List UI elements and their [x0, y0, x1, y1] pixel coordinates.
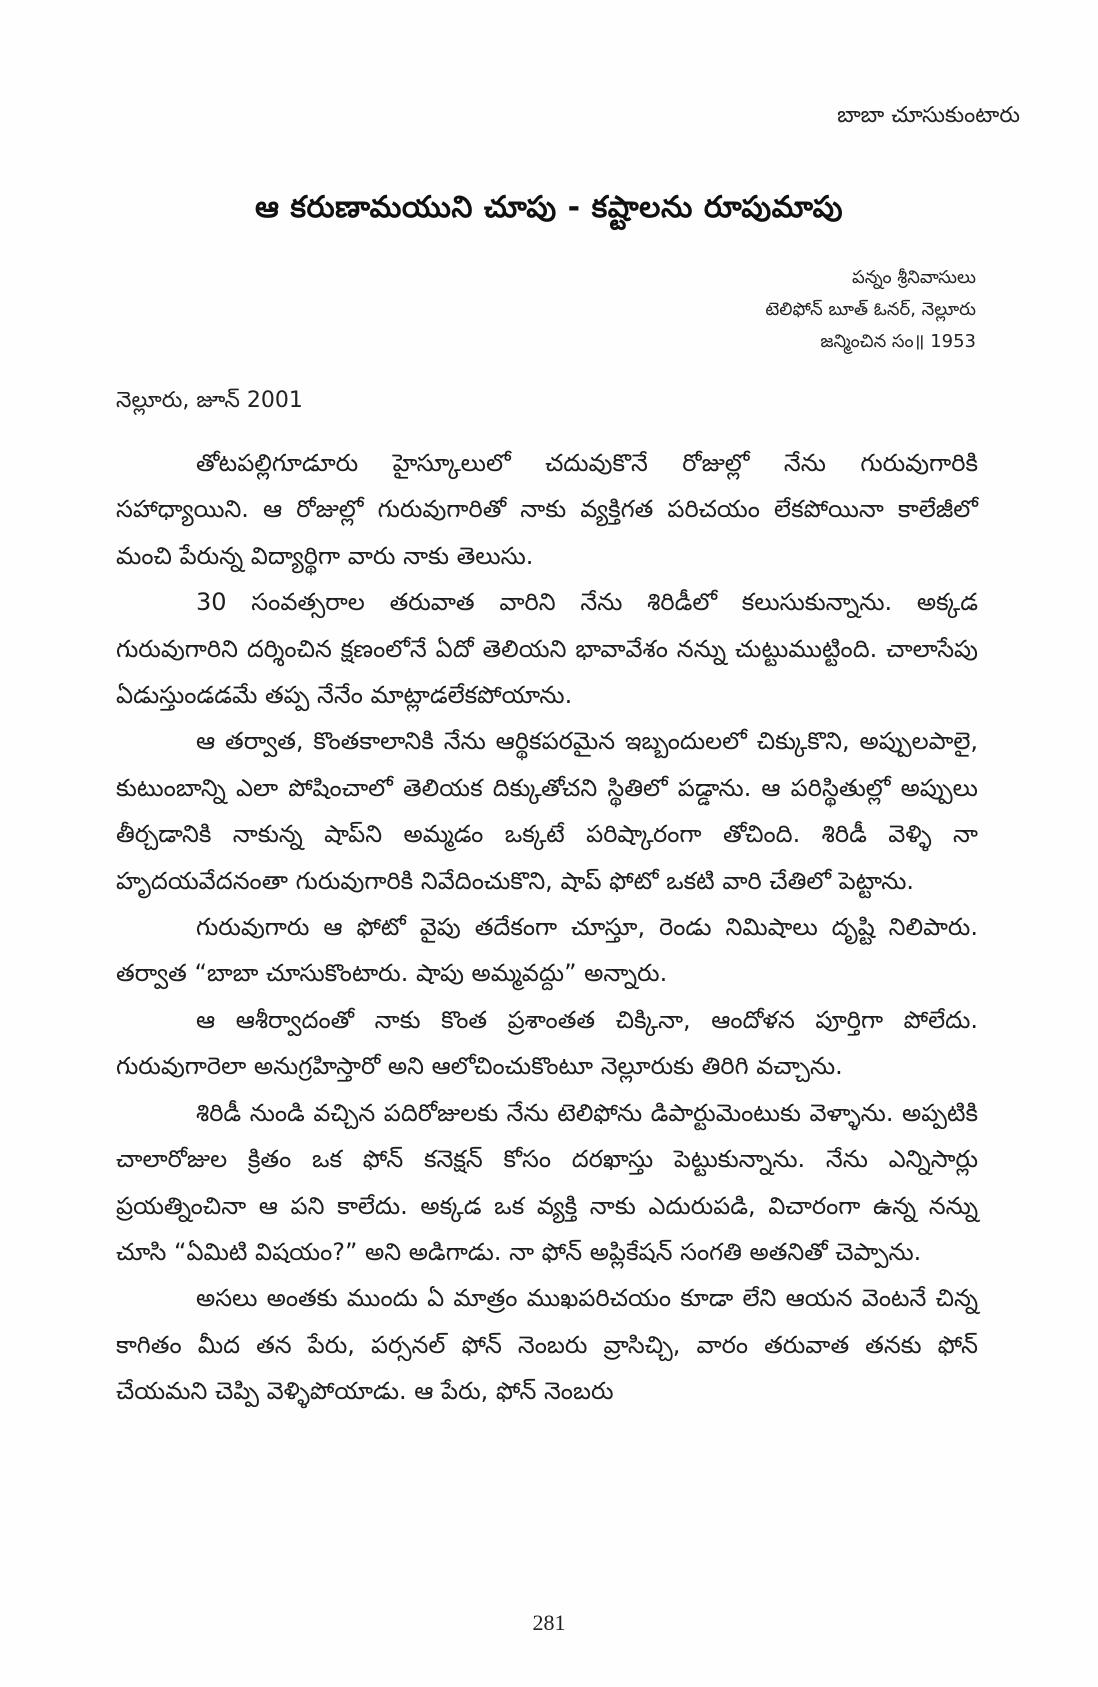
paragraph: గురువుగారు ఆ ఫోటో వైపు తదేకంగా చూస్తూ, రెండు నిమిషాలు దృష్టి నిలిపారు. తర్వాత “బాబా చూసుకొంటారు. షాపు అమ్మవద్దు” అన్నారు.	[116, 913, 978, 988]
article-body	[116, 440, 978, 1415]
running-header: బాబా చూసుకుంటారు	[837, 103, 1020, 128]
author-name: పన్నం శ్రీనివాసులు	[851, 267, 976, 288]
paragraph: శిరిడీ నుండి వచ్చిన పదిరోజులకు నేను టెలిఫోను డిపార్టుమెంటుకు వెళ్ళాను. అప్పటికి చాలారోజుల క్రితం ఒక ఫోన్ కనెక్షన్ కోసం దరఖాస్తు పెట్టుకున్నాను. నేను ఎన్నిసార్లు ప్రయత్నించినా ఆ పని కాలేదు. అక్కడ ఒక వ్యక్తి నాకు ఎదురుపడి, విచారంగా ఉన్న నన్ను చూసి “ఏమిటి విషయం?” అని అడిగాడు. నా ఫోన్ అప్లికేషన్ సంగతి అతనితో చెప్పాను.	[116, 1098, 978, 1266]
page-number: 281	[532, 1610, 566, 1635]
paragraph: తోటపల్లిగూడూరు హైస్కూలులో చదువుకొనే రోజుల్లో నేను గురువుగారికి సహాధ్యాయిని. ఆ రోజుల్లో గురువుగారితో నాకు వ్యక్తిగత పరిచయం లేకపోయినా కాలేజీలో మంచి పేరున్న విద్యార్థిగా వారు నాకు తెలుసు.	[116, 449, 978, 570]
paragraph: ఆ తర్వాత, కొంతకాలానికి నేను ఆర్థికపరమైన ఇబ్బందులలో చిక్కుకొని, అప్పులపాలై, కుటుంబాన్ని ఎలా పోషించాలో తెలియక దిక్కుతోచని స్థితిలో పడ్డాను. ఆ పరిస్థితుల్లో అప్పులు తీర్చడానికి నాకున్న షాప్‌ని అమ్మడం ఒక్కటే పరిష్కారంగా తోచింది. శిరిడీ వెళ్ళి నా హృదయవేదనంతా గురువుగారికి నివేదించుకొని, షాప్ ఫోటో ఒకటి వారి చేతిలో పెట్టాను.	[116, 727, 978, 895]
paragraph: ఆ ఆశీర్వాదంతో నాకు కొంత ప్రశాంతత చిక్కినా, ఆందోళన పూర్తిగా పోలేదు. గురువుగారెలా అనుగ్రహిస్తారో అని ఆలోచించుకొంటూ నెల్లూరుకు తిరిగి వచ్చాను.	[116, 1005, 978, 1081]
author-occupation: టెలిఫోన్ బూత్ ఓనర్, నెల్లూరు	[765, 299, 976, 320]
article-title: ఆ కరుణామయుని చూపు - కష్టాలను రూపుమాపు	[254, 190, 844, 225]
author-block	[765, 262, 976, 358]
paragraph: అసలు అంతకు ముందు ఏ మాత్రం ముఖపరిచయం కూడా లేని ఆయన వెంటనే చిన్న కాగితం మీద తన పేరు, పర్సనల్ ఫోన్ నెంబరు వ్రాసిచ్చి, వారం తరువాత తనకు ఫోన్ చేయమని చెప్పి వెళ్ళిపోయాడు. ఆ పేరు, ఫోన్ నెంబరు	[116, 1284, 978, 1406]
paragraph: 30 సంవత్సరాల తరువాత వారిని నేను శిరిడీలో కలుసుకున్నాను. అక్కడ గురువుగారిని దర్శించిన క్షణంలోనే ఏదో తెలియని భావావేశం నన్ను చుట్టుముట్టింది. చాలాసేపు ఏడుస్తుండడమే తప్ప నేనేం మాట్లాడలేకపోయాను.	[116, 588, 978, 710]
author-birth-year: జన్మించిన సం॥ 1953	[820, 331, 976, 352]
dateline: నెల్లూరు, జూన్ 2001	[116, 388, 303, 413]
